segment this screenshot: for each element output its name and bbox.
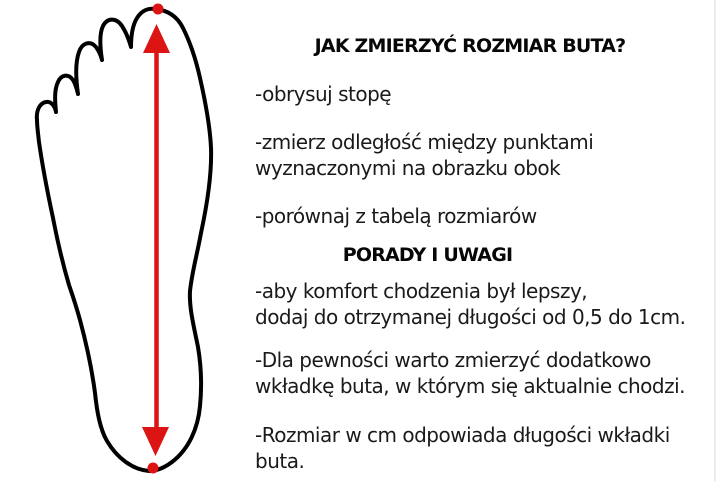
tip-measure-insole: [255, 347, 685, 399]
tip-add-length-line2: dodaj do otrzymanej długości od 0,5 do 1cm.: [255, 305, 686, 329]
tip-size-in-cm-line1: -Rozmiar w cm odpowiada długości wkładki: [255, 423, 670, 447]
foot-outline: [37, 9, 211, 471]
step-measure-distance-line1: -zmierz odległość między punktami: [255, 130, 594, 154]
tip-measure-insole-line2: wkładkę buta, w którym się aktualnie chodzi.: [255, 374, 685, 398]
tip-measure-insole-line1: -Dla pewności warto zmierzyć dodatkowo: [255, 348, 651, 372]
page-title: JAK ZMIERZYĆ ROZMIAR BUTA?: [314, 35, 626, 57]
step-compare-table: -porównaj z tabelą rozmiarów: [255, 204, 537, 228]
tip-add-length: [255, 278, 685, 330]
right-edge-artifact-line: [714, 0, 716, 481]
step-measure-distance: [255, 129, 593, 181]
measure-point-bottom-dot: [148, 463, 159, 474]
step-measure-distance-line2: wyznaczonymi na obrazku obok: [255, 156, 561, 180]
tip-add-length-line1: -aby komfort chodzenia był lepszy,: [255, 279, 588, 303]
tip-size-in-cm: [255, 422, 670, 474]
advice-section-title: PORADY I UWAGI: [342, 244, 513, 266]
measure-point-top-dot: [153, 4, 164, 15]
tip-size-in-cm-line2: buta.: [255, 449, 305, 473]
step-trace-foot: -obrysuj stopę: [255, 82, 392, 106]
foot-diagram: [0, 0, 250, 481]
